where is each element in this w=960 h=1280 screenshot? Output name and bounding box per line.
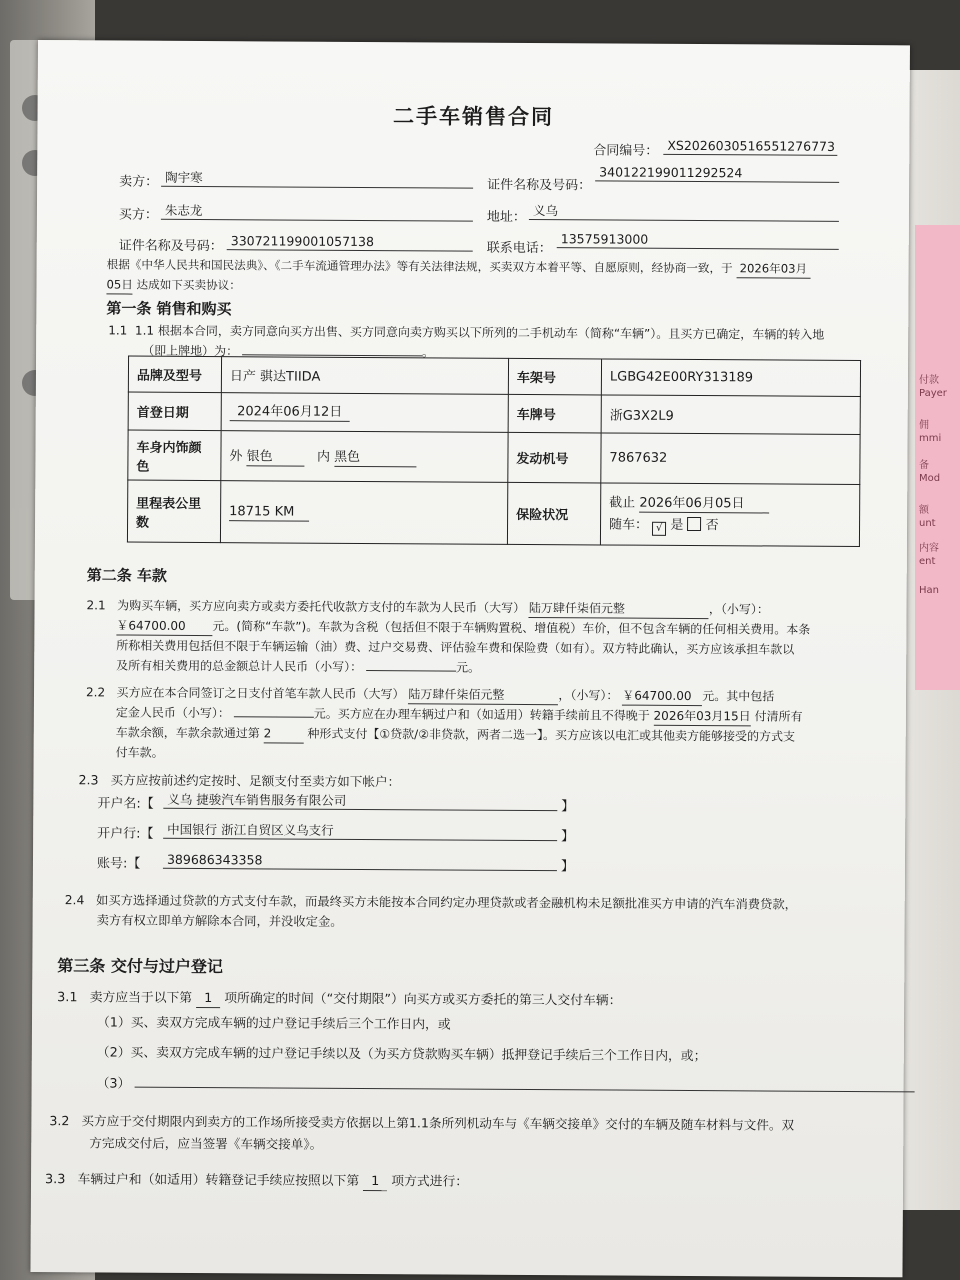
insurance-label: 保险状况 [507,482,600,545]
contract-no-label: 合同编号： [593,143,659,159]
first-pay-lower: ￥64700.00 [622,688,702,706]
buyer-id: 330721199001057138 [227,233,473,252]
exterior-color: 银色 [247,448,305,466]
para-2-4: 2.4 如买方选择通过贷款的方式支付车款，而最终买方未能按本合同约定办理贷款或者金融机构未足额批准买方申请的汽车消费贷款， 卖方有权立即单方解除本合同，并没收定金。 [64,893,798,929]
checkbox-no-label: 否 [705,517,719,533]
seller-id: 340122199011292524 [595,164,839,182]
art3-title: 第三条 交付与过户登记 [57,956,223,977]
bank-name: 中国银行 浙江自贸区义乌支行 [163,822,557,841]
mileage-label: 里程表公里数 [127,480,220,543]
buyer-id-label: 证件名称及号码： [118,238,223,255]
seller-id-label: 证件名称及号码： [487,177,592,194]
para-2-3: 2.3 买方应按前述约定按时、足额支付至卖方如下帐户： [78,772,401,790]
interior-color: 黑色 [334,449,416,468]
reg-date-value: 2024年06月12日 [230,403,350,422]
art2-title: 第二条 车款 [86,566,168,585]
art1-title: 第一条 销售和购买 [106,299,232,319]
para-2-1: 2.1 为购买车辆，买方应向卖方或卖方委托代收款方支付的车款为人民币（大写） 陆万肆仟柒佰元整 ，（小写）： ￥64700.00 元。(简称“车款”)。车款为含税（包括但不限于车辆购置税、增值税）车价，但不包含车辆的任何相关费用。本条 所称相关费用包括但不限于车辆运输（油）费、过户交易费、评估验车费和保险费（如有）。双方特此确认，买方应该承担车款以 及所有相关费用的总金额总计人民币（小写）： 元。 [86,598,811,675]
plate-value: 浙G3X2L9 [601,395,860,435]
account-name: 义乌 捷骏汽车销售服务有限公司 [163,792,557,811]
contract-page: 二手车销售合同 合同编号： XS20260305165512767​73 卖方： 陶宇寒 证件名称及号码： 340122199011292524 买方： 朱志龙 地址： 义乌 证件名称及号码： 330721199001057138 联系电话： 13575913000 根据《中华人民共和国民法典》、《二手车流通管理办法》等有关法律法规，买卖双方本着平等、自愿原则，经协商一致，于 2026年03月 05日 达成如下买卖协议： 第一条 销售和购买 1.1 1.1 根据本合同，卖方同意向买方出售、买方同意向卖方购买以下所列的二手机动车（简称“车辆”）。且买方已确定，车辆的转入地 （即上牌地）为： 。 品牌及型号 日产 骐达TIIDA 车架号 LGBG42E00RY313189 首登日期 2024年06月12日 车牌号 浙G3X2L9 车身内饰颜色 外 银色 内 黑色 发动机号 7867632 里程表公里数 18715 KM 保险状况 截止 2026年06月05日 随车： √ 是 否 第二条 车款 2.1 为购买车辆，买方应向卖方或卖方委托代收款方支付的车款为人民币（大写） 陆万肆仟柒佰元整 ，（小写）： ￥64700.00 元。(简称“车款”)。车款为含税（包括但不限于车辆购置税、增值税）车价，但不包含车辆的任何相关费用。本条 所称相关费用包括但不限于车辆运输（油）费、过户交易费、评估验车费和保险费（如有）。双方特此确认，买方应该承担车款以 及所有相关费用的总金额总计人民币（小写）： 元。 2.2 买方应在本合同签订之日支付首笔车款人民币（大写） 陆万肆仟柒佰元整 ，（小写）： ￥64700.00 元。其中包括 定金人民币（小写）： 元。买方应在办理车辆过户和（如适用）转籍手续前且不得晚于 2026年03月15日 付清所有 车款余额，车款余款通过第 2 种形式支付【①贷款/②非贷款，两者二选一】。买方应该以电汇或其他卖方能够接受的方式支 付车款。 2.3 买方应按前述约定按时、足额支付至卖方如下帐户： 开户名:【 义乌 捷骏汽车销售服务有限公司 】 开户行:【 中国银行 浙江自贸区义乌支行 】 账号:【 389686343358 】 2.4 如买方选择通过贷款的方式支付车款，而最终买方未能按本合同约定办理贷款或者金融机构未足额批准买方申请的汽车消费贷款， 卖方有权立即单方解除本合同，并没收定金。 第三条 交付与过户登记 3.1 卖方应当于以下第 1 项所确定的时间（“交付期限”）向买方或买方委托的第三人交付车辆： （1）买、卖双方完成车辆的过户登记手续后三个工作日内，或 （2）买、卖双方完成车辆的过户登记手续以及（为买方贷款购买车辆）抵押登记手续后三个工作日内，或； （3） 3.2 买方应于交付期限内到卖方的工作场所接受卖方依据以上第1.1条所列机动车与《车辆交接单》交付的车辆及随车材料与文件。双 方完成交付后，应当签署《车辆交接单》。 3.3 车辆过户和（如适用）转籍登记手续应按照以下第 1 项方式进行： [30,40,910,1277]
delivery-item: 1 [196,990,220,1008]
brand-value: 日产 骐达TIIDA [221,357,508,395]
buyer-label: 买方： [118,207,158,223]
intro-text: 根据《中华人民共和国民法典》、《二手车流通管理办法》等有关法律法规，买卖双方本着平等、自愿原则，经协商一致，于 2026年03月 05日 达成如下买卖协议： [106,254,810,298]
buyer-addr: 义乌 [529,203,839,222]
reg-date-label: 首登日期 [128,392,221,431]
vehicle-info-table: 品牌及型号 日产 骐达TIIDA 车架号 LGBG42E00RY313189 首登日期 2024年06月12日 车牌号 浙G3X2L9 车身内饰颜色 外 银色 内 黑色 发动机号 7867632 里程表公里数 18715 KM 保险状况 截止 2026年06月05日 随车： √ 是 否 [127,356,861,547]
para-3-2: 3.2 买方应于交付期限内到卖方的工作场所接受卖方依据以上第1.1条所列机动车与《车辆交接单》交付的车辆及随车材料与文件。双 方完成交付后，应当签署《车辆交接单》。 [49,1113,795,1152]
price-lower: ￥64700.00 [116,617,212,636]
insurance-until: 2026年06月05日 [639,494,769,513]
contract-no-value: XS20260305165512767​73 [663,138,837,156]
first-pay-upper: 陆万肆仟柒佰元整 [408,686,558,705]
background-pink-form: 付款 Payer 佣 mmi 备 Mod 额 unt 内容 ent Han [915,225,960,690]
color-label: 车身内饰颜色 [128,430,221,481]
art1-text: 1.1 1.1 根据本合同，卖方同意向买方出售、买方同意向卖方购买以下所列的二手机动车（简称“车辆”）。且买方已确定，车辆的转入地 （即上牌地）为： 。 [108,323,825,360]
bank-label: 开户行:【 [97,826,154,842]
vin-value: LGBG42E00RY313189 [601,359,860,397]
buyer-phone-label: 联系电话： [486,240,552,257]
account-no: 389686343358 [163,852,557,871]
transfer-item: 1 [363,1173,387,1191]
mileage-value: 18715 KM [229,503,309,521]
document-title: 二手车销售合同 [392,104,555,130]
para-3-3: 3.3 车辆过户和（如适用）转籍登记手续应按照以下第 1 项方式进行： [44,1172,469,1190]
seller-name: 陶宇寒 [161,170,473,189]
account-no-label: 账号:【 [96,856,141,872]
brand-label: 品牌及型号 [128,356,221,393]
price-upper: 陆万肆仟柒佰元整 [529,600,709,619]
para-3-1: 3.1 卖方应当于以下第 1 项所确定的时间（“交付期限”）向买方或买方委托的第三人交付车辆： （1）买、卖双方完成车辆的过户登记手续后三个工作日内，或 （2）买、卖双方完成车辆的过户登记手续以及（为买方贷款购买车辆）抵押登记手续后三个工作日内，或； （3） [57,985,915,1101]
balance-deadline: 2026年03月15日 [654,708,751,727]
para-2-2: 2.2 买方应在本合同签订之日支付首笔车款人民币（大写） 陆万肆仟柒佰元整 ，（小写）： ￥64700.00 元。其中包括 定金人民币（小写）： 元。买方应在办理车辆过户和（如适用）转籍手续前且不得晚于 2026年03月15日 付清所有 车款余额，车款余款通过第 2 种形式支付【①贷款/②非贷款，两者二选一】。买方应该以电汇或其他卖方能够接受的方式支 付车款。 [85,685,803,760]
intro-date-b: 05日 [106,276,132,294]
checkbox-yes-label: 是 [670,517,684,533]
engine-value: 7867632 [601,433,860,485]
vin-label: 车架号 [508,358,601,395]
seller-label: 卖方： [119,174,159,190]
checkbox-yes: √ [652,521,666,535]
intro-date-a: 2026年03月 [736,260,810,278]
engine-label: 发动机号 [508,432,601,483]
buyer-phone: 13575913000 [557,231,839,250]
payment-method: 2 [264,725,304,743]
account-name-label: 开户名:【 [97,796,154,812]
plate-label: 车牌号 [508,394,601,433]
buyer-addr-label: 地址： [486,209,526,225]
checkbox-no [687,516,701,530]
buyer-name: 朱志龙 [161,203,473,222]
